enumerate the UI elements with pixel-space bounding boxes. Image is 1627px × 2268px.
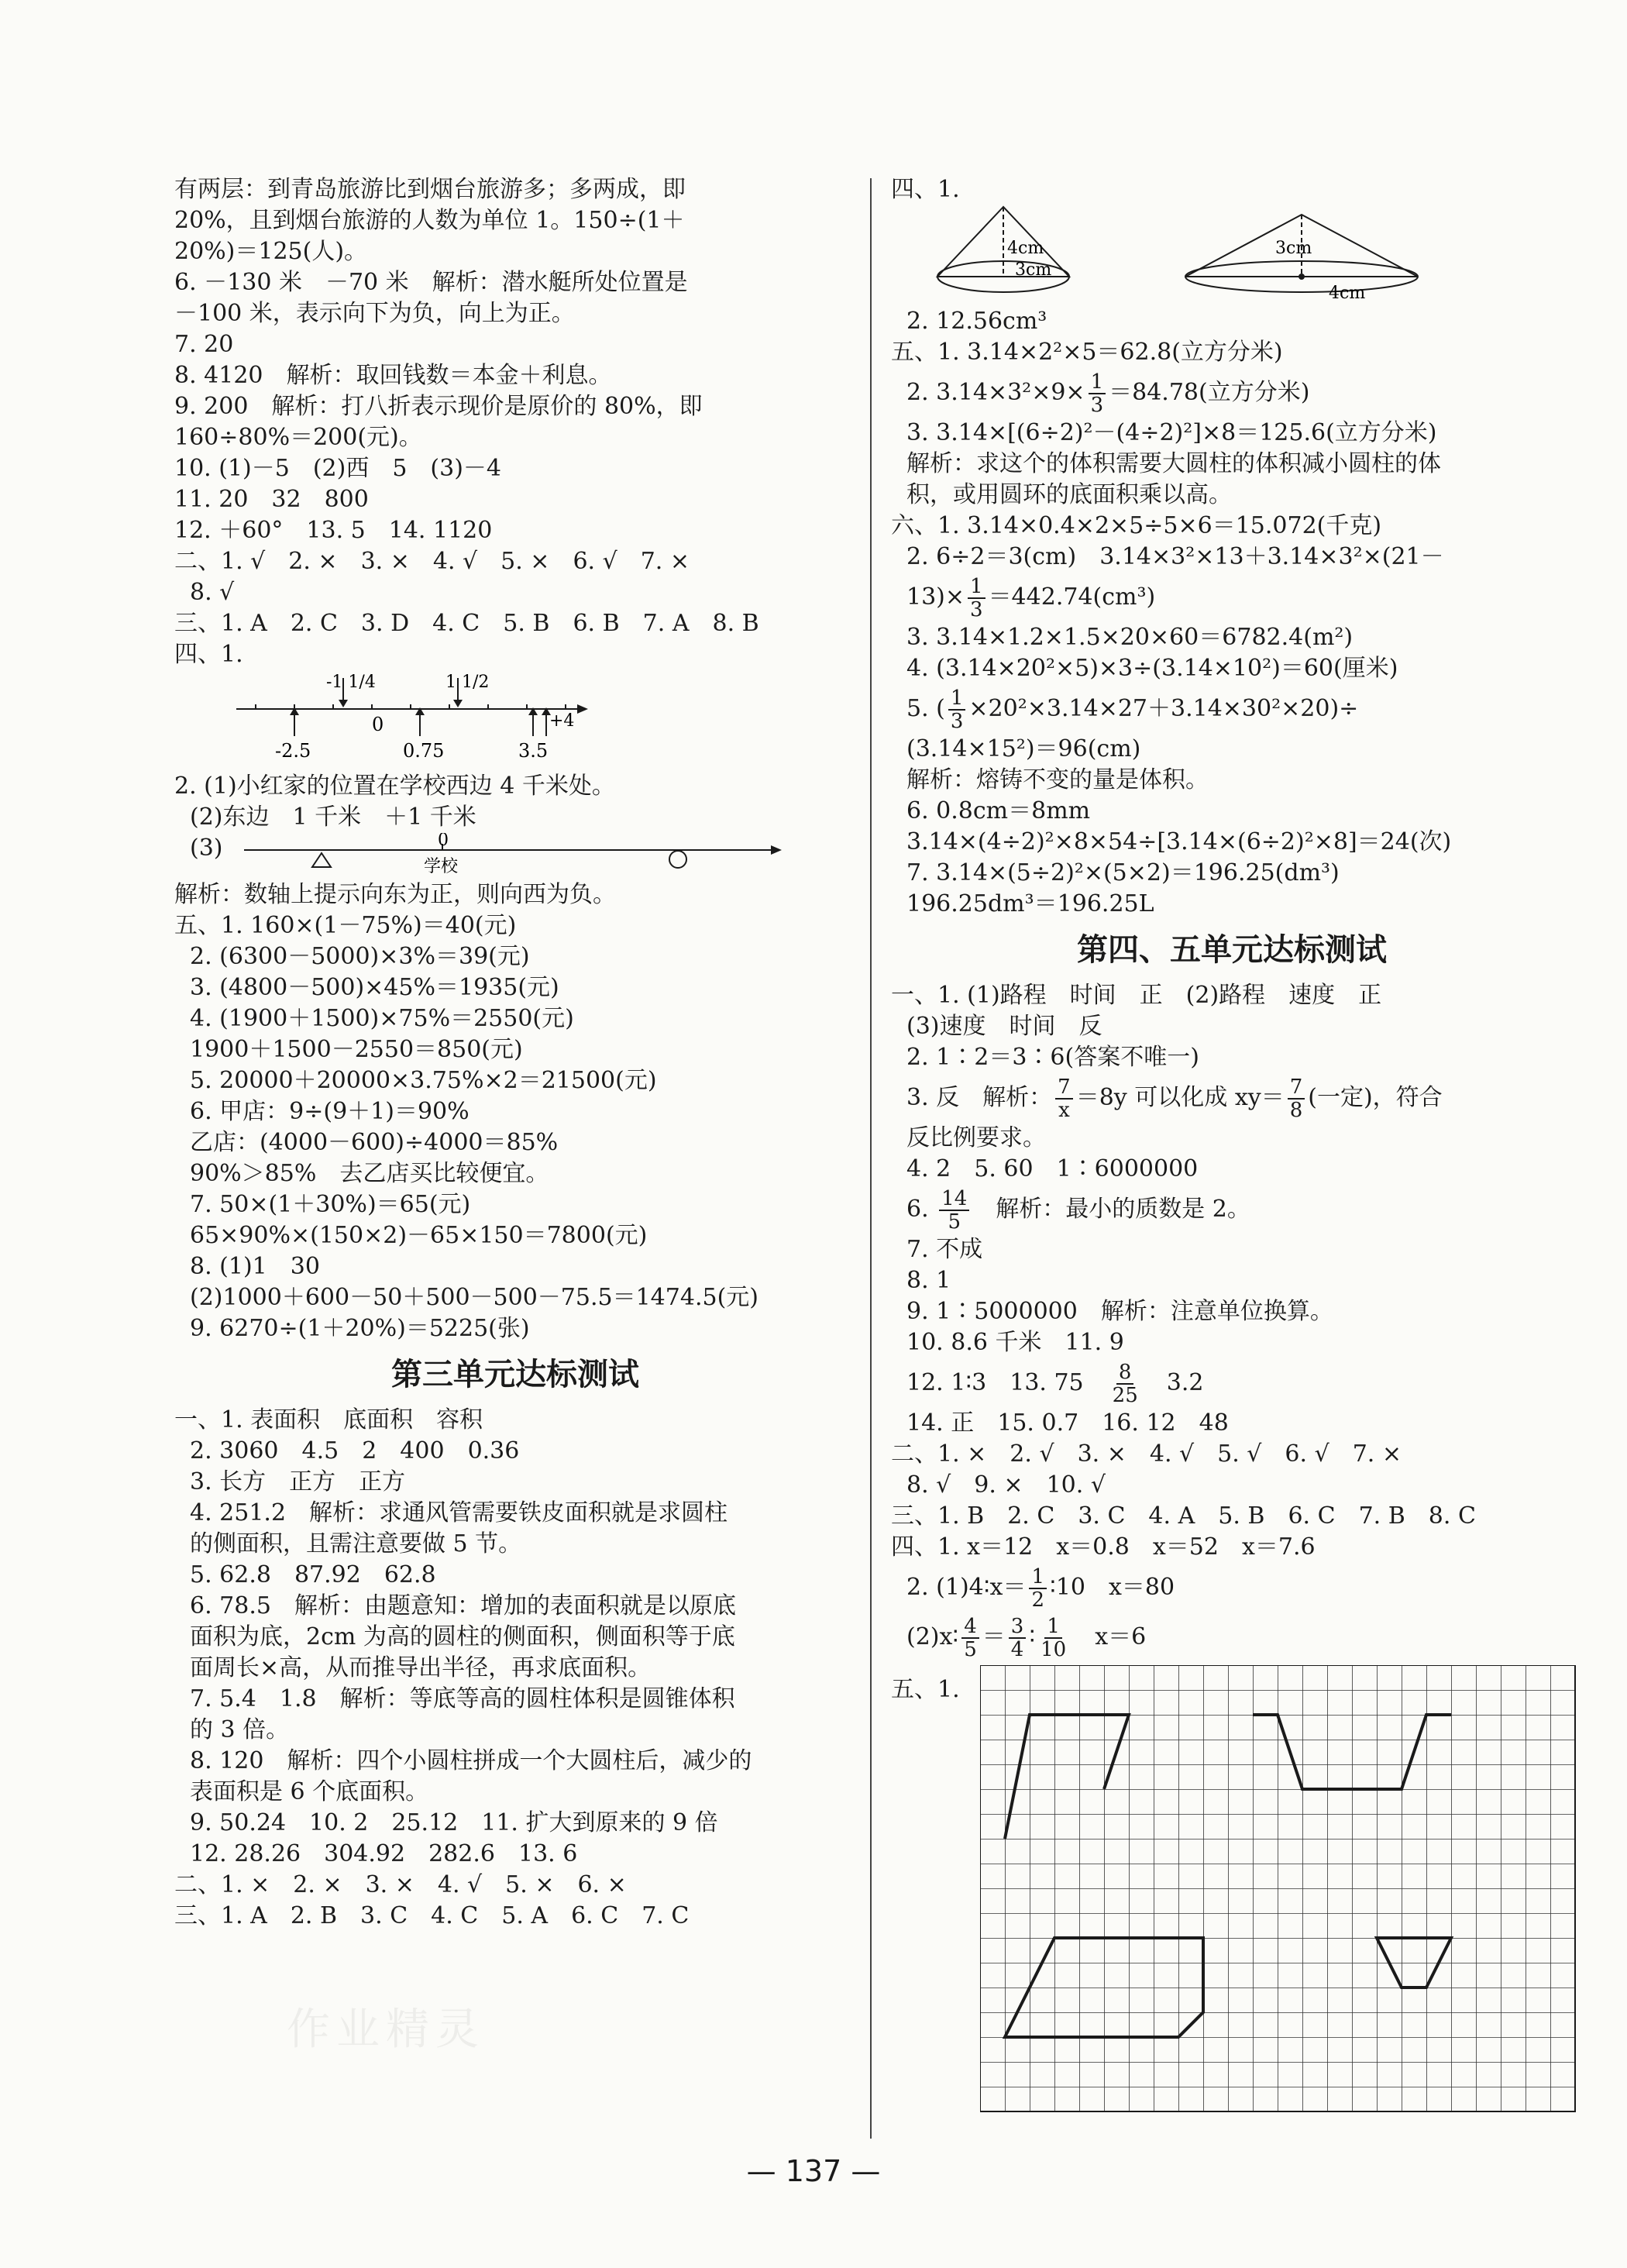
answer-line: 2. 3.14×3²×9× $\frac{1}{3}$ ＝84.78(立方分米) xyxy=(906,370,1310,417)
answer-line: 一、1. (1)路程 时间 正 (2)路程 速度 正 xyxy=(891,982,1382,1009)
answer-line: 四、1. x＝12 x＝0.8 x＝52 x＝7.6 xyxy=(891,1533,1316,1561)
fraction: $\frac{1}{2}$ xyxy=(1029,1566,1047,1611)
number-line-figure-2 xyxy=(174,833,856,879)
answer-line: 五、1. xyxy=(891,1676,960,1703)
cone2-height: 3cm xyxy=(1275,239,1312,258)
nl-label-top: -1 1/4 xyxy=(326,673,376,692)
fraction: $\frac{14}{5}$ xyxy=(939,1188,969,1233)
answer-line: 3. (4800－500)×45%＝1935(元) xyxy=(190,974,559,1001)
fraction: $\frac{1}{3}$ xyxy=(948,687,966,732)
answer-line: 4. 2 5. 60 1∶6000000 xyxy=(906,1155,1199,1182)
answer-line: 10. (1)－5 (2)西 5 (3)－4 xyxy=(174,455,501,482)
answer-line: 解析：数轴上提示向东为正，则向西为负。 xyxy=(174,881,616,908)
answer-line: (2)东边 1 千米 ＋1 千米 xyxy=(190,804,476,831)
grid-figure xyxy=(891,1662,1573,2127)
answer-line: 8. 120 解析：四个小圆柱拼成一个大圆柱后，减少的 xyxy=(190,1747,752,1774)
answer-line: 二、1. × 2. √ 3. × 4. √ 5. √ 6. √ 7. × xyxy=(891,1440,1402,1468)
answer-line: 10. 8.6 千米 11. 9 xyxy=(906,1329,1124,1356)
answer-line: 的 3 倍。 xyxy=(190,1716,290,1743)
answer-line: 12. ＋60° 13. 5 14. 1120 xyxy=(174,517,493,544)
answer-line: 2. 3060 4.5 2 400 0.36 xyxy=(190,1437,520,1464)
nl-label-bottom: 0 xyxy=(372,714,384,735)
answer-line: 四、1. xyxy=(174,641,243,668)
fraction: $\frac{7}{x}$ xyxy=(1055,1076,1073,1121)
answer-line: 5. ( $\frac{1}{3}$ ×20²×3.14×27＋3.14×30²×20)÷ xyxy=(906,687,1359,733)
answer-line: 5. 20000＋20000×3.75%×2＝21500(元) xyxy=(190,1067,657,1094)
answer-line: 有两层：到青岛旅游比到烟台旅游多；多两成，即 xyxy=(174,176,686,203)
answer-line: 8. 1 xyxy=(906,1267,951,1294)
answer-line: (2)1000＋600－50＋500－500－75.5＝1474.5(元) xyxy=(190,1284,758,1311)
answer-line: 解析：求这个的体积需要大圆柱的体积减小圆柱的体 xyxy=(906,450,1441,477)
answer-line: 8. √ xyxy=(190,579,235,606)
answer-line: 196.25dm³＝196.25L xyxy=(906,890,1154,917)
answer-line: 5. 62.8 87.92 62.8 xyxy=(190,1561,436,1588)
answer-line: 20%)＝125(人)。 xyxy=(174,238,368,265)
answer-line: (2)x∶ $\frac{4}{5}$ ＝ $\frac{3}{4}$ ∶ $\frac{1}{10}$ x＝6 xyxy=(906,1615,1147,1661)
answer-line: 90%＞85% 去乙店买比较便宜。 xyxy=(190,1160,549,1187)
nl-label-bottom: -2.5 xyxy=(275,740,311,762)
answer-line: 4. (1900＋1500)×75%＝2550(元) xyxy=(190,1005,574,1032)
answer-line: 积，或用圆环的底面积乘以高。 xyxy=(906,481,1232,508)
nl-label-bottom: 3.5 xyxy=(518,740,549,762)
answer-line: 11. 20 32 800 xyxy=(174,486,369,513)
answer-line: 1900＋1500－2550＝850(元) xyxy=(190,1036,523,1063)
answer-line: 2. (1)4∶x＝ $\frac{1}{2}$ ∶10 x＝80 xyxy=(906,1565,1175,1612)
number-line-figure-1 xyxy=(174,670,856,771)
fraction: $\frac{7}{8}$ xyxy=(1288,1076,1305,1121)
answer-line: 8. (1)1 30 xyxy=(190,1253,320,1280)
watermark: 作业精灵 xyxy=(287,2005,485,2055)
answer-line: 五、1. 3.14×2²×5＝62.8(立方分米) xyxy=(891,339,1283,366)
left-column xyxy=(174,174,856,1932)
answer-line: 3. 长方 正方 正方 xyxy=(190,1468,406,1495)
answer-line: 4. (3.14×20²×5)×3÷(3.14×10²)＝60(厘米) xyxy=(906,655,1398,682)
answer-line: 乙店：(4000－600)÷4000＝85% xyxy=(190,1129,559,1156)
answer-line: 9. 6270÷(1＋20%)＝5225(张) xyxy=(190,1315,530,1342)
answer-line: 6. 甲店：9÷(9＋1)＝90% xyxy=(190,1098,470,1125)
answer-line: 8. 4120 解析：取回钱数＝本金＋利息。 xyxy=(174,362,612,389)
cone-figures xyxy=(891,205,1573,306)
answer-line: 反比例要求。 xyxy=(906,1124,1046,1151)
answer-line: 2. (1)小红家的位置在学校西边 4 千米处。 xyxy=(174,773,615,800)
nl2-school: 学校 xyxy=(424,857,459,876)
answer-line: 7. 3.14×(5÷2)²×(5×2)＝196.25(dm³) xyxy=(906,859,1340,886)
answer-line: 9. 50.24 10. 2 25.12 11. 扩大到原来的 9 倍 xyxy=(190,1809,718,1836)
answer-line: 2. 1∶2＝3∶6(答案不唯一) xyxy=(906,1044,1199,1071)
answer-line: 12. 1∶3 13. 75 $\frac{8}{25}$ 3.2 xyxy=(906,1361,1204,1407)
nl-label-bottom: 0.75 xyxy=(403,740,445,762)
answer-line: 一、1. 表面积 底面积 容积 xyxy=(174,1406,483,1433)
fraction: $\frac{4}{5}$ xyxy=(961,1616,979,1661)
answer-line: 二、1. √ 2. × 3. × 4. √ 5. × 6. √ 7. × xyxy=(174,548,690,575)
answer-line: 160÷80%＝200(元)。 xyxy=(174,424,422,451)
answer-line: 6. $\frac{14}{5}$ 解析：最小的质数是 2。 xyxy=(906,1187,1250,1234)
page-number: — 137 — xyxy=(746,2154,881,2188)
answer-line: 65×90%×(150×2)－65×150＝7800(元) xyxy=(190,1222,648,1249)
answer-line: 3. 反 解析： $\frac{7}{x}$ ＝8y 可以化成 xy＝ $\frac{7}{8}$ (一定)，符合 xyxy=(906,1075,1443,1122)
answer-line: 四、1. xyxy=(891,176,960,203)
answer-line: 20%，且到烟台旅游的人数为单位 1。150÷(1＋ xyxy=(174,207,685,234)
answer-line: 面周长×高，从而推导出半径，再求底面积。 xyxy=(190,1654,652,1681)
answer-line: 12. 28.26 304.92 282.6 13. 6 xyxy=(190,1840,578,1867)
answer-line: 6. －130 米 －70 米 解析：潜水艇所处位置是 xyxy=(174,269,688,296)
answer-line: 三、1. B 2. C 3. C 4. A 5. B 6. C 7. B 8. C xyxy=(891,1502,1476,1530)
cone2-radius: 4cm xyxy=(1329,284,1366,303)
answer-line: 面积为底，2cm 为高的圆柱的侧面积，侧面积等于底 xyxy=(190,1623,735,1650)
answer-line: 2. 12.56cm³ xyxy=(906,308,1047,335)
section-title: 第三单元达标测试 xyxy=(391,1357,639,1392)
answer-line: 3.14×(4÷2)²×8×54÷[3.14×(6÷2)²×8]＝24(次) xyxy=(906,828,1452,855)
answer-line: 6. 0.8cm＝8mm xyxy=(906,797,1091,824)
fraction: $\frac{1}{10}$ xyxy=(1041,1615,1067,1661)
answer-line: (3.14×15²)＝96(cm) xyxy=(906,735,1141,762)
cone1-height: 4cm xyxy=(1007,239,1044,258)
answer-line: 13)× $\frac{1}{3}$ ＝442.74(cm³) xyxy=(906,575,1156,621)
answer-line: 4. 251.2 解析：求通风管需要铁皮面积就是求圆柱 xyxy=(190,1499,728,1526)
answer-line: (3) xyxy=(190,835,223,862)
fraction: $\frac{1}{3}$ xyxy=(968,576,985,621)
nl2-zero: 0 xyxy=(438,833,449,850)
fraction: $\frac{3}{4}$ xyxy=(1009,1616,1027,1661)
answer-line: 三、1. A 2. B 3. C 4. C 5. A 6. C 7. C xyxy=(174,1902,690,1929)
answer-line: 表面积是 6 个底面积。 xyxy=(190,1778,429,1805)
answer-line: 3. 3.14×[(6÷2)²－(4÷2)²]×8＝125.6(立方分米) xyxy=(906,419,1437,446)
section-title: 第四、五单元达标测试 xyxy=(1077,932,1387,968)
answer-line: 2. (6300－5000)×3%＝39(元) xyxy=(190,943,530,970)
answer-line: 2. 6÷2＝3(cm) 3.14×3²×13＋3.14×3²×(21－ xyxy=(906,543,1444,570)
answer-line: 三、1. A 2. C 3. D 4. C 5. B 6. B 7. A 8. B xyxy=(174,610,759,637)
fraction: $\frac{1}{3}$ xyxy=(1089,371,1106,416)
cone1-radius: 3cm xyxy=(1015,260,1052,280)
answer-line: 解析：熔铸不变的量是体积。 xyxy=(906,766,1209,793)
column-divider xyxy=(870,178,872,2139)
answer-line: 9. 200 解析：打八折表示现价是原价的 80%，即 xyxy=(174,393,703,420)
answer-line: 7. 不成 xyxy=(906,1236,983,1263)
shape-grid xyxy=(980,1665,1577,2115)
answer-line: 7. 50×(1＋30%)＝65(元) xyxy=(190,1191,471,1218)
answer-line: 五、1. 160×(1－75%)＝40(元) xyxy=(174,912,517,939)
answer-line: 的侧面积，且需注意要做 5 节。 xyxy=(190,1530,522,1557)
answer-line: －100 米，表示向下为负，向上为正。 xyxy=(174,300,575,327)
right-column xyxy=(891,174,1573,2127)
nl-label-extra: +4 xyxy=(549,711,575,731)
answer-line: 7. 20 xyxy=(174,331,234,358)
answer-line: 3. 3.14×1.2×1.5×20×60＝6782.4(m²) xyxy=(906,624,1354,651)
answer-line: 六、1. 3.14×0.4×2×5÷5×6＝15.072(千克) xyxy=(891,512,1382,539)
nl-label-top: 1 1/2 xyxy=(445,673,490,692)
answer-line: 8. √ 9. × 10. √ xyxy=(906,1471,1106,1499)
answer-line: 14. 正 15. 0.7 16. 12 48 xyxy=(906,1409,1229,1437)
answer-line: 6. 78.5 解析：由题意知：增加的表面积就是以原底 xyxy=(190,1592,736,1619)
answer-line: 二、1. × 2. × 3. × 4. √ 5. × 6. × xyxy=(174,1871,627,1898)
fraction: $\frac{8}{25}$ xyxy=(1112,1361,1138,1407)
answer-line: 9. 1∶5000000 解析：注意单位换算。 xyxy=(906,1298,1333,1325)
answer-line: 7. 5.4 1.8 解析：等底等高的圆柱体积是圆锥体积 xyxy=(190,1685,735,1712)
answer-line: (3)速度 时间 反 xyxy=(906,1013,1102,1040)
